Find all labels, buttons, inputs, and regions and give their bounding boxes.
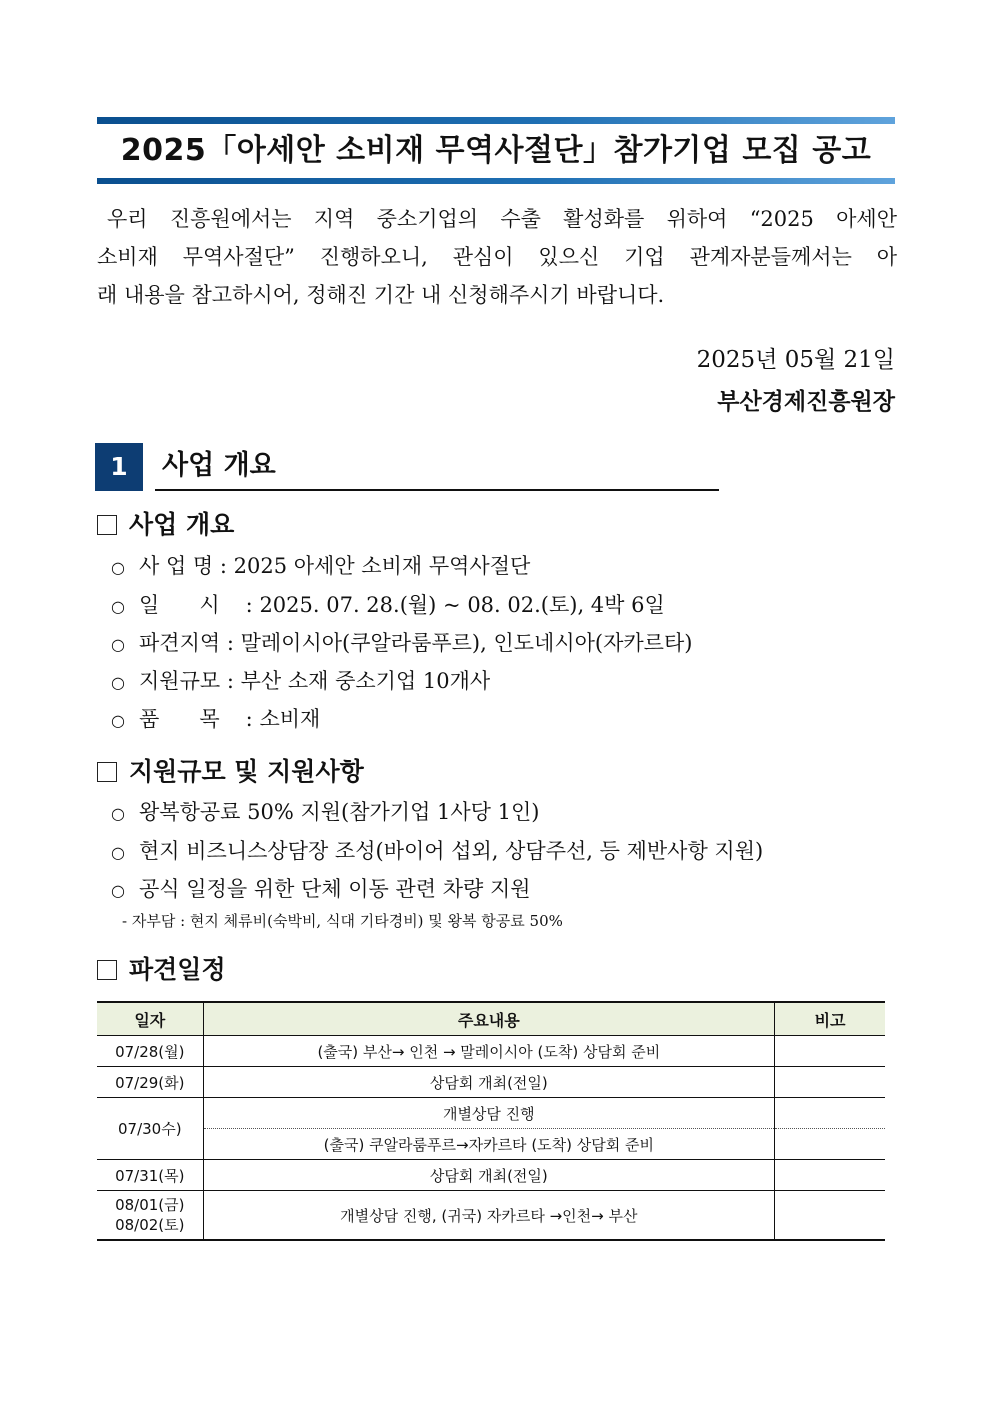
document-title: 2025「아세안 소비재 무역사절단」참가기업 모집 공고 <box>120 133 872 168</box>
title-bar-bottom <box>97 178 895 184</box>
overview-item: ○ 일 시 : 2025. 07. 28.(월) ~ 08. 02.(토), 4박 6일 <box>111 589 665 623</box>
table-row <box>97 1191 885 1241</box>
column-header-content: 주요내용 <box>203 1002 775 1036</box>
column-header-note: 비고 <box>775 1002 885 1036</box>
support-item <box>111 835 763 869</box>
table-header-row <box>97 1002 885 1036</box>
section-underline <box>155 489 719 491</box>
intro-line: 우리 진흥원에서는 지역 중소기업의 수출 활성화를 위하여 “2025 아세안 <box>107 207 897 231</box>
table-row <box>97 1160 885 1191</box>
overview-heading <box>97 507 234 543</box>
overview-item-label: 품 목 <box>139 707 220 731</box>
issuer-name: 부산경제진흥원장 <box>717 388 895 415</box>
support-item <box>111 873 531 907</box>
circle-bullet-icon: ○ <box>111 635 125 654</box>
checkbox-square-icon <box>97 960 117 980</box>
circle-bullet-icon: ○ <box>111 843 125 862</box>
overview-item-label: 사 업 명 <box>139 554 214 578</box>
section-title: 사업 개요 <box>162 450 276 481</box>
checkbox-square-icon <box>97 515 117 535</box>
support-item-text: 현지 비즈니스상담장 조성(바이어 섭외, 상담주선, 등 제반사항 지원) <box>139 839 764 863</box>
overview-item-value: 2025. 07. 28.(월) ~ 08. 02.(토), 4박 6일 <box>259 593 665 617</box>
overview-item: ○ 품 목 : 소비재 <box>111 703 320 737</box>
row-content: 상담회 개최(전일) <box>203 1067 775 1098</box>
row-content: (출국) 부산→ 인천 → 말레이시아 (도착) 상담회 준비 <box>203 1036 775 1067</box>
row-date: 07/30수) <box>97 1098 203 1160</box>
circle-bullet-icon: ○ <box>111 673 125 692</box>
overview-item: ○ 사 업 명 : 2025 아세안 소비재 무역사절단 <box>111 550 530 584</box>
support-item <box>111 796 540 830</box>
overview-item: ○ 지원규모 : 부산 소재 중소기업 10개사 <box>111 665 490 699</box>
intro-line: 래 내용을 참고하시어, 정해진 기간 내 신청해주시기 바랍니다. <box>97 283 665 307</box>
table-row <box>97 1129 885 1160</box>
intro-paragraph <box>97 200 897 314</box>
row-date: 07/29(화) <box>97 1067 203 1098</box>
support-heading <box>97 754 364 790</box>
row-date-end: 08/02(토) <box>115 1216 185 1234</box>
row-note <box>775 1036 885 1067</box>
row-content: 상담회 개최(전일) <box>203 1160 775 1191</box>
circle-bullet-icon: ○ <box>111 711 125 730</box>
support-heading-text: 지원규모 및 지원사항 <box>129 757 364 786</box>
circle-bullet-icon: ○ <box>111 881 125 900</box>
row-content: 개별상담 진행 <box>203 1098 775 1129</box>
circle-bullet-icon: ○ <box>111 804 125 823</box>
overview-item-value: 부산 소재 중소기업 10개사 <box>240 669 491 693</box>
intro-line: 소비재 무역사절단” 진행하오니, 관심이 있으신 기업 관계자분들께서는 아 <box>97 245 897 269</box>
row-date-range <box>97 1191 203 1241</box>
row-note <box>775 1067 885 1098</box>
circle-bullet-icon: ○ <box>111 597 125 616</box>
self-pay-note: - 자부담 : 현지 체류비(숙박비, 식대 기타경비) 및 왕복 항공료 50% <box>122 912 563 930</box>
overview-item-value: 말레이시아(쿠알라룸푸르), 인도네시아(자카르타) <box>240 631 693 655</box>
checkbox-square-icon <box>97 762 117 782</box>
overview-heading-text: 사업 개요 <box>129 510 235 539</box>
row-note <box>775 1129 885 1160</box>
row-note <box>775 1191 885 1241</box>
row-note <box>775 1160 885 1191</box>
row-content: 개별상담 진행, (귀국) 자카르타 →인천→ 부산 <box>203 1191 775 1241</box>
row-date: 07/28(월) <box>97 1036 203 1067</box>
row-date-start: 08/01(금) <box>115 1196 185 1214</box>
circle-bullet-icon: ○ <box>111 558 125 577</box>
overview-item-label: 일 시 <box>139 593 220 617</box>
notice-date: 2025년 05월 21일 <box>696 347 895 373</box>
schedule-heading <box>97 952 226 988</box>
support-item-text: 공식 일정을 위한 단체 이동 관련 차량 지원 <box>139 877 531 901</box>
row-date: 07/31(목) <box>97 1160 203 1191</box>
title-bar-top <box>97 117 895 124</box>
support-item-text: 왕복항공료 50% 지원(참가기업 1사당 1인) <box>139 800 540 824</box>
table-row <box>97 1036 885 1067</box>
overview-item-label: 지원규모 <box>139 669 221 693</box>
table-row <box>97 1067 885 1098</box>
column-header-date: 일자 <box>97 1002 203 1036</box>
table-row <box>97 1098 885 1129</box>
overview-item-value: 2025 아세안 소비재 무역사절단 <box>233 554 531 578</box>
overview-item-label: 파견지역 <box>139 631 221 655</box>
row-note <box>775 1098 885 1129</box>
row-content: (출국) 쿠알라룸푸르→자카르타 (도착) 상담회 준비 <box>203 1129 775 1160</box>
schedule-heading-text: 파견일정 <box>129 955 226 984</box>
section-number-badge: 1 <box>95 443 143 491</box>
schedule-table <box>97 1001 885 1241</box>
overview-item-value: 소비재 <box>259 707 321 731</box>
overview-item: ○ 파견지역 : 말레이시아(쿠알라룸푸르), 인도네시아(자카르타) <box>111 627 692 661</box>
